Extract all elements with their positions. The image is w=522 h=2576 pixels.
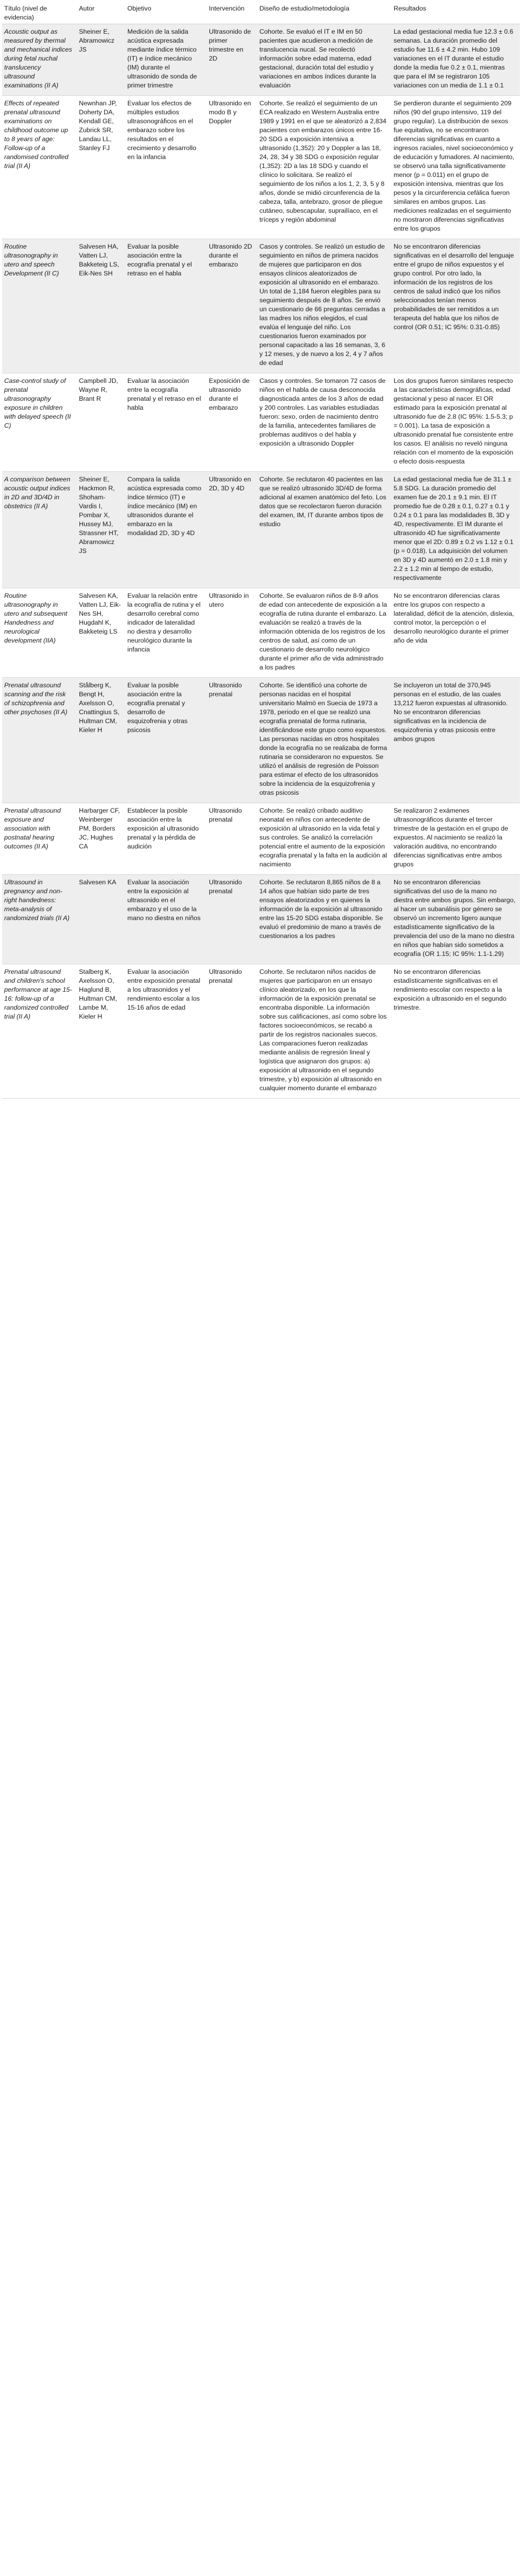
header-design: Diseño de estudio/metodología (257, 3, 392, 24)
cell-design: Cohorte. Se evaluó el IT e IM en 50 pacientes que acudieron a medición de translucencia nucal. Se recolectó información sobre edad materna, edad gestacional, duración total del estudio y variaciones en ambos índices durante la evaluación (257, 24, 392, 96)
document-page (0, 0, 522, 1099)
table-body (2, 24, 520, 1099)
cell-author: Sheiner E, Hackmon R, Shoham-Vardis I, Pombar X, Hussey MJ, Strassner HT, Abramowicz JS (77, 472, 125, 588)
cell-title: Routine ultrasonography in utero and speech Development (II C) (2, 239, 77, 373)
header-results: Resultados (392, 3, 520, 24)
table-row (2, 964, 520, 1099)
cell-title: A comparison between acoustic output indices in 2D and 3D/4D in obstetrics (II A) (2, 472, 77, 588)
table-row (2, 472, 520, 588)
cell-author: Salvesen HA, Vatten LJ, Bakketeig LS, Eik-Nes SH (77, 239, 125, 373)
cell-results: La edad gestacional media fue 12.3 ± 0.6 semanas. La duración promedio del estudio fue 11.6 ± 4.2 min. Hubo 109 variaciones en el IT durante el estudio donde la media fue 0.2 ± 0.1, mientras que para el IM se registraron 105 variaciones con un media de 1.1 ± 0.1 (392, 24, 520, 96)
cell-title: Prenatal ultrasound and children's school performance at age 15-16: follow-up of a randomized controlled trial (II A) (2, 964, 77, 1099)
cell-intervention: Ultrasonido in utero (207, 588, 257, 678)
table-row (2, 875, 520, 964)
cell-results: Los dos grupos fueron similares respecto a las características demográficas, edad gestacional y peso al nacer. El OR estimado para la exposición prenatal al ultrasonido fue de 2.8 (IC 95%: 1.5-5.3; p = 0.001). La tasa de exposición a ultrasonido prenatal fue consistente entre los casos. El análisis no reveló ninguna relación con el momento de la exposición o efecto dosis-respuesta (392, 373, 520, 472)
cell-title: Acoustic output as measured by thermal and mechanical indices during fetal nuchal translucency ultrasound examinations (II A) (2, 24, 77, 96)
cell-objective: Evaluar los efectos de múltiples estudios ultrasonográficos en el embarazo sobre los resultados en el crecimiento y desarrollo en la infancia (125, 96, 207, 239)
cell-results: No se encontraron diferencias significativas del uso de la mano no diestra entre ambos grupos. Sin embargo, al hacer un subanálisis por género se observó un incremento ligero aunque estadísticamente significativo de la prevalencia del uso de la mano no diestra en niños que habían sido sometidos a ecografía (OR 1.15; IC 95%: 1.1-1.29) (392, 875, 520, 964)
table-row (2, 803, 520, 875)
cell-objective: Evaluar la asociación entre exposición prenatal a los ultrasonidos y el rendimiento escolar a los 15-16 años de edad (125, 964, 207, 1099)
cell-title: Case-control study of prenatal ultrasonography exposure in children with delayed speech (II C) (2, 373, 77, 472)
cell-design: Cohorte. Se reclutaron 8,865 niños de 8 a 14 años que habían sido parte de tres ensayos aleatorizados y en quienes la información de la exposición al ultrasonido entre las 15-20 SDG estaba disponible. Se evaluó el predominio de mano a través de cuestionarios a los padres (257, 875, 392, 964)
cell-results: La edad gestacional media fue de 31.1 ± 5.8 SDG. La duración promedio del examen fue de 20.1 ± 9.1 min. El IT promedio fue de 0.28 ± 0.1, 0.27 ± 0.1 y 0.24 ± 0.1 para las modalidades B, 3D y 4D, respectivamente. El IM durante el ultrasonido 4D fue significativamente menor que el 2D: 0.89 ± 0.2 vs 1.12 ± 0.1 (p = 0.018). La adquisición del volumen en 3D y 4D aumentó en 2.0 ± 1.8 min y 2.2 ± 1.2 min al tiempo de estudio, respectivamente (392, 472, 520, 588)
cell-design: Cohorte. Se realizó cribado auditivo neonatal en niños con antecedente de exposición al ultrasonido en la vida fetal y sus controles. Se analizó la correlación potencial entre el aumento de la exposición ecografía prenatal y la falta en la audición al nacimiento (257, 803, 392, 875)
header-author: Autor (77, 3, 125, 24)
cell-title: Prenatal ultrasound exposure and association with postnatal hearing outcomes (II A) (2, 803, 77, 875)
cell-objective: Medición de la salida acústica expresada mediante índice térmico (IT) e índice mecánico (IM) durante el ultrasonido de sonda de primer trimestre (125, 24, 207, 96)
table-row (2, 96, 520, 239)
cell-intervention: Ultrasonido prenatal (207, 875, 257, 964)
cell-intervention: Ultrasonido en 2D, 3D y 4D (207, 472, 257, 588)
cell-design: Cohorte. Se evaluaron niños de 8-9 años de edad con antecedente de exposición a la ecografía de rutina durante el embarazo. La evaluación se realizó a través de la información obtenida de los registros de los centros de salud, así como de un cuestionario de desarrollo neurológico durante el primer año de vida administrado a los padres (257, 588, 392, 678)
cell-author: Stalberg K, Axelsson O, Haglund B, Hultman CM, Lambe M, Kieler H (77, 964, 125, 1099)
cell-author: Stålberg K, Bengt H, Axelsson O, Cnattingius S, Hultman CM, Kieler H (77, 678, 125, 803)
cell-design: Casos y controles. Se realizó un estudio de seguimiento en niños de primera nacidos de mujeres que participaron en dos ensayos clínicos aleatorizados de exposición al ultrasonido en el embarazo. Un total de 1,184 fueron elegibles para su seguimiento después de 8 años. Se envió un cuestionario de 66 preguntas cerradas a las madres los niños elegidos, el cual evalúa el lenguaje del niño. Los cuestionarios fueron examinados por personal capacitado a las 16 semanas, 3, 6 y 12 meses, y de nuevo a los 2, 4 y 7 años de edad (257, 239, 392, 373)
cell-objective: Evaluar la asociación entre la exposición al ultrasonido en el embarazo y el uso de la mano no diestra en niños (125, 875, 207, 964)
cell-objective: Compara la salida acústica expresada como índice térmico (IT) e índice mecánico (IM) en ultrasonidos durante el embarazo en la modalidad 2D, 3D y 4D (125, 472, 207, 588)
cell-design: Cohorte. Se realizó el seguimiento de un ECA realizado en Western Australia entre 1989 y 1991 en el que se aleatorizó a 2,834 pacientes con embarazos únicos entre 16-20 SDG a exposición intensiva a ultrasonido (1,352): 20 y Doppler a las 18, 24, 28, 34 y 38 SDG o exposición regular (1,352): 2D a las 18 SDG y cuando el clínico lo solicitara. Se realizó el seguimiento de los niños a los 1, 2, 3, 5 y 8 años, donde se midió circunferencia de la cabeza, talla, antebrazo, grosor de pliegue cutáneo, subescapular, suprailíaco, en el tríceps y región abdominal (257, 96, 392, 239)
cell-results: No se encontraron diferencias claras entre los grupos con respecto a lateralidad, déficit de la atención, dislexia, control motor, la percepción o el desarrollo neurológico durante el primer año de vida (392, 588, 520, 678)
cell-title: Effects of repeated prenatal ultrasound examinations on childhood outcome up to 8 years of age: Follow-up of a randomised controlled trial (II A) (2, 96, 77, 239)
cell-design: Cohorte. Se reclutaron niños nacidos de mujeres que participaron en un ensayo clínico aleatorizado, en los que la información de la exposición prenatal se encontraba disponible. La información sobre sus calificaciones, así como sobre los factores socioeconómicos, se recabó a partir de los registros nacionales suecos. Las comparaciones fueron realizadas mediante análisis de regresión lineal y logística que asignaron dos grupos: a) exposición al ultrasonido en el segundo trimestre, y b) exposición al ultrasonido en cualquier momento durante el embarazo (257, 964, 392, 1099)
cell-author: Campbell JD, Wayne R, Brant R (77, 373, 125, 472)
evidence-table (2, 3, 520, 1099)
cell-results: No se encontraron diferencias estadísticamente significativas en el rendimiento escolar con respecto a la exposición a ultrasonido en el segundo trimestre. (392, 964, 520, 1099)
cell-objective: Evaluar la relación entre la ecografía de rutina y el desarrollo cerebral como indicador de lateralidad no diestra y desarrollo neurológico durante la infancia (125, 588, 207, 678)
cell-intervention: Ultrasonido 2D durante el embarazo (207, 239, 257, 373)
cell-intervention: Ultrasonido de primer trimestre en 2D (207, 24, 257, 96)
table-row (2, 24, 520, 96)
table-header (2, 3, 520, 24)
table-row (2, 678, 520, 803)
cell-author: Newnhan JP, Doherty DA, Kendall GE, Zubrick SR, Landau LL, Stanley FJ (77, 96, 125, 239)
cell-intervention: Exposición de ultrasonido durante el embarazo (207, 373, 257, 472)
cell-intervention: Ultrasonido prenatal (207, 803, 257, 875)
cell-objective: Evaluar la asociación entre la ecografía prenatal y el retraso en el habla (125, 373, 207, 472)
cell-design: Casos y controles. Se tomaron 72 casos de niños en el habla de causa desconocida diagnosticada antes de los 3 años de edad y 200 controles. Las variables estudiadas fueron: sexo, orden de nacimiento dentro de la familia, antecedentes familiares de problemas auditivos o del habla y exposición a ultrasonido Doppler (257, 373, 392, 472)
header-title: Título (nivel de evidencia) (2, 3, 77, 24)
cell-intervention: Ultrasonido prenatal (207, 678, 257, 803)
cell-title: Prenatal ultrasound scanning and the risk of schizophrenia and other psychoses (II A) (2, 678, 77, 803)
table-row (2, 239, 520, 373)
cell-intervention: Ultrasonido en modo B y Doppler (207, 96, 257, 239)
cell-results: Se perdieron durante el seguimiento 209 niños (90 del grupo intensivo, 119 del grupo regular). La distribución de sexos fue equitativa, no se encontraron diferencias significativas en cuanto a ingresos raciales, nivel socioeconómico y de educación y fumadores. Al nacimiento, se observó una talla significativamente menor (p = 0.011) en el grupo de exposición intensiva, mientras que los pesos y la circunferencia cefálica fueron similares en ambos grupos. Las mediciones realizadas en el seguimiento no mostraron diferencias significativas entre los grupos (392, 96, 520, 239)
cell-author: Sheiner E, Abramowicz JS (77, 24, 125, 96)
header-objective: Objetivo (125, 3, 207, 24)
cell-title: Ultrasound in pregnancy and non-right handedness: meta-analysis of randomized trials (II A) (2, 875, 77, 964)
cell-author: Harbarger CF, Weinberger PM, Borders JC, Hughes CA (77, 803, 125, 875)
cell-title: Routine ultrasonography in utero and subsequent Handedness and neurological development (IIA) (2, 588, 77, 678)
cell-design: Cohorte. Se identificó una cohorte de personas nacidas en el hospital universitario Malmö en Suecia de 1973 a 1978, periodo en el que se realizó una ecografía prenatal de forma rutinaria, identificándose este grupo como expuestos. Las personas nacidas en otros hospitales donde la ecografía no se realizaba de forma rutinaria se consideraron no expuestos. Se utilizó el análisis de regresión de Poisson para estimar el efecto de los ultrasonidos sobre la incidencia de la esquizofrenia y otras psicosis (257, 678, 392, 803)
cell-author: Salvesen KA, Vatten LJ, Eik-Nes SH, Hugdahl K, Bakketeig LS (77, 588, 125, 678)
cell-author: Salvesen KA (77, 875, 125, 964)
header-intervention: Intervención (207, 3, 257, 24)
header-row (2, 3, 520, 24)
cell-objective: Establecer la posible asociación entre la exposición al ultrasonido prenatal y la pérdida de audición (125, 803, 207, 875)
cell-results: Se incluyeron un total de 370,945 personas en el estudio, de las cuales 13,212 fueron expuestas al ultrasonido. No se encontraron diferencias significativas en la incidencia de esquizofrenia y otras psicosis entre ambos grupos (392, 678, 520, 803)
cell-results: No se encontraron diferencias significativas en el desarrollo del lenguaje entre el grupo de niños expuestos y el grupo control. Por otro lado, la información de los registros de los centros de salud indicó que los niños seleccionados tenían menos probabilidades de ser remitidos a un terapeuta del habla que los niños de control (OR 0.51; IC 95%: 0.31-0.85) (392, 239, 520, 373)
table-row (2, 588, 520, 678)
cell-results: Se realizaron 2 exámenes ultrasonográficos durante el tercer trimestre de la gestación en el grupo de expuestos. Al nacimiento se realizó la valoración auditiva, no encontrando diferencias significativas entre ambos grupos (392, 803, 520, 875)
cell-design: Cohorte. Se reclutaron 40 pacientes en las que se realizó ultrasonido 3D/4D de forma adicional al examen anatómico del feto. Los datos que se recolectaron fueron duración del examen, IM, IT durante ambos tipos de estudio (257, 472, 392, 588)
cell-intervention: Ultrasonido prenatal (207, 964, 257, 1099)
table-row (2, 373, 520, 472)
cell-objective: Evaluar la posible asociación entre la ecografía prenatal y desarrollo de esquizofrenia y otras psicosis (125, 678, 207, 803)
cell-objective: Evaluar la posible asociación entre la ecografía prenatal y el retraso en el habla (125, 239, 207, 373)
